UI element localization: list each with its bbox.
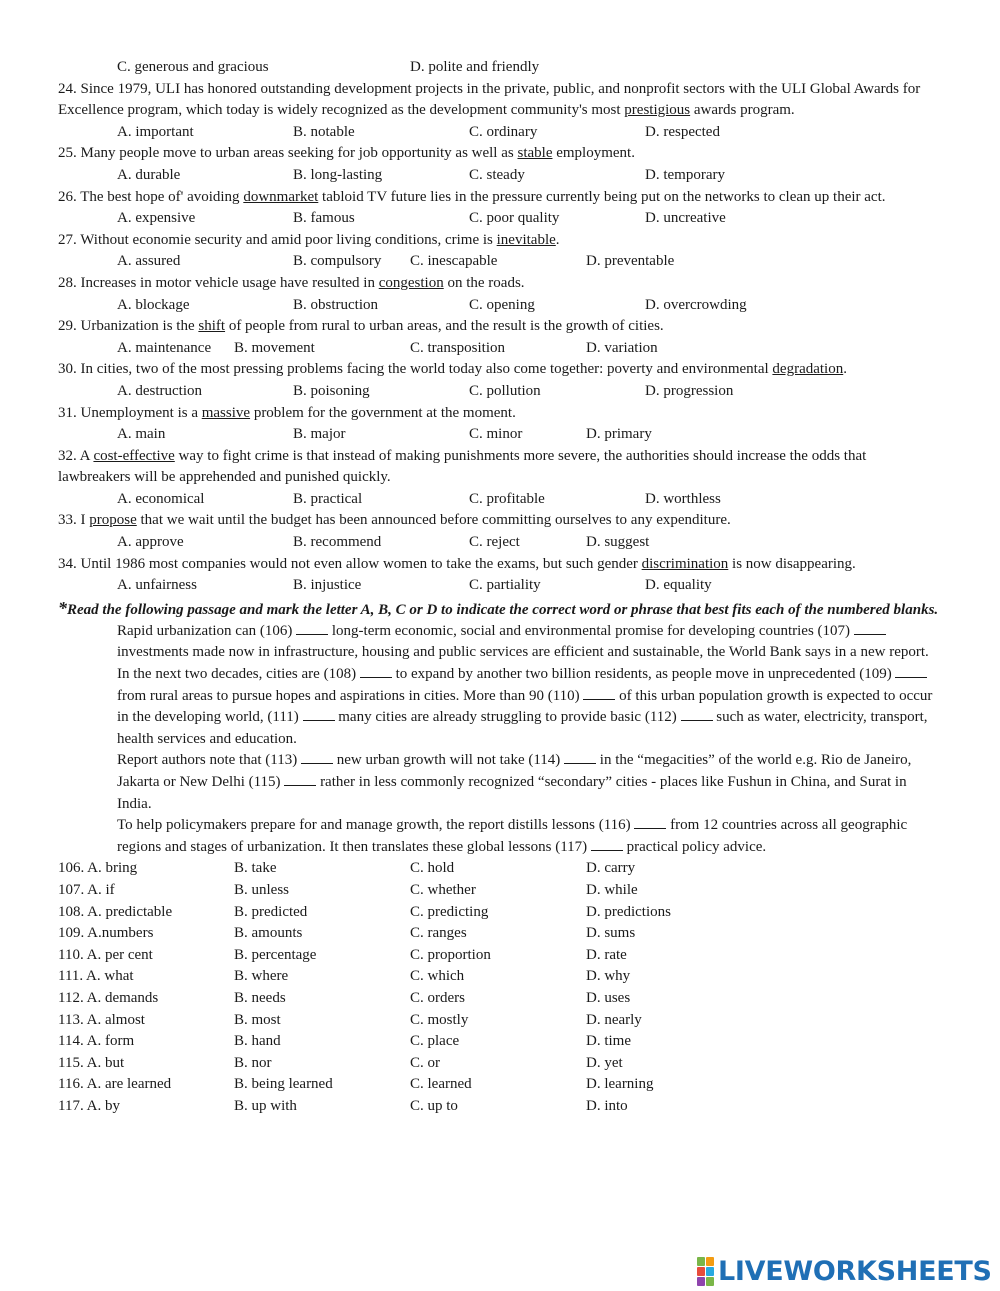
blank-108[interactable] [360, 665, 392, 678]
q24-option-c[interactable]: C. ordinary [469, 123, 538, 140]
option-b[interactable]: B. amounts [234, 925, 303, 942]
blank-112[interactable] [681, 708, 713, 721]
blank-114[interactable] [564, 751, 596, 764]
q34-option-a[interactable]: A. unfairness [117, 577, 197, 594]
answer-row-108 [58, 902, 942, 924]
q25-option-c[interactable]: C. steady [469, 166, 525, 183]
q23-option-d[interactable]: D. polite and friendly [410, 59, 540, 75]
blank-115[interactable] [284, 773, 316, 786]
option-b[interactable]: B. up with [234, 1097, 297, 1114]
option-c[interactable]: C. orders [410, 989, 465, 1006]
q32-options [58, 489, 942, 511]
q31-option-b[interactable]: B. major [293, 426, 346, 443]
option-b[interactable]: B. take [234, 860, 277, 877]
question-29: 29. Urbanization is the shift of people from rural to urban areas, and the result is the growth of cities. [58, 318, 664, 335]
q27-option-c[interactable]: C. inescapable [410, 253, 498, 270]
option-a[interactable]: 116. A. are learned [58, 1076, 172, 1093]
q25-option-d[interactable]: D. temporary [645, 166, 725, 183]
option-a[interactable]: 111. A. what [58, 968, 134, 985]
passage-paragraph-4: To help policymakers prepare for and manage growth, the report distills lessons (116) from 12 countries across all geographic regions and stages of urbanization. It then translates these global lessons (117) practical policy advice. [117, 817, 908, 855]
q32-option-a[interactable]: A. economical [117, 490, 205, 507]
option-a[interactable]: 117. A. by [58, 1097, 120, 1114]
underlined-word: prestigious [624, 102, 691, 119]
q29-option-c[interactable]: C. transposition [410, 339, 506, 356]
answer-row-113 [58, 1010, 942, 1032]
underlined-word: massive [201, 404, 251, 421]
option-b[interactable]: B. nor [234, 1054, 272, 1071]
q30-option-a[interactable]: A. destruction [117, 382, 202, 399]
answer-row-115 [58, 1053, 942, 1075]
option-b[interactable]: B. hand [234, 1033, 281, 1050]
option-d[interactable]: D. rate [586, 946, 627, 963]
q29-options [58, 338, 942, 360]
q33-option-b[interactable]: B. recommend [293, 534, 382, 551]
q31-option-a[interactable]: A. main [117, 426, 166, 443]
option-d[interactable]: D. sums [586, 925, 636, 942]
q26-option-c[interactable]: C. poor quality [469, 210, 560, 227]
q32-option-b[interactable]: B. practical [293, 490, 363, 507]
option-b[interactable]: B. being learned [234, 1076, 333, 1093]
answer-row-114 [58, 1031, 942, 1053]
answer-row-107 [58, 880, 942, 902]
logo-block-icon [706, 1277, 714, 1286]
logo-block-icon [697, 1267, 705, 1276]
option-b[interactable]: B. predicted [234, 903, 308, 920]
option-a[interactable]: 107. A. if [58, 881, 115, 898]
answer-row-106 [58, 858, 942, 880]
q27-options [58, 251, 942, 273]
q23-options [58, 57, 942, 79]
underlined-word: shift [198, 318, 226, 335]
q33-option-c[interactable]: C. reject [469, 534, 520, 551]
answer-row-109 [58, 923, 942, 945]
question-34: 34. Until 1986 most companies would not even allow women to take the exams, but such gender discrimination is now disappearing. [58, 555, 856, 572]
q31-option-c[interactable]: C. minor [469, 426, 523, 443]
option-c[interactable]: C. proportion [410, 946, 491, 963]
option-c[interactable]: C. or [410, 1054, 440, 1071]
q27-option-b[interactable]: B. compulsory [293, 253, 382, 270]
question-33: 33. I propose that we wait until the budget has been announced before committing ourselves to any expenditure. [58, 512, 731, 529]
option-d[interactable]: D. learning [586, 1076, 654, 1093]
liveworksheets-logo-text: LIVEWORKSHEETS [718, 1255, 992, 1287]
q24-options [58, 122, 942, 144]
blank-116[interactable] [634, 816, 666, 829]
q34-options [58, 575, 942, 597]
underlined-word: discrimination [641, 555, 729, 572]
q30-options [58, 381, 942, 403]
question-25: 25. Many people move to urban areas seeking for job opportunity as well as stable employment. [58, 145, 635, 162]
q24-option-a[interactable]: A. important [117, 123, 194, 140]
question-32: 32. A cost-effective way to fight crime is that instead of making punishments more severe, the authorities should increase the odds that lawbreakers will be apprehended and punished quickly. [58, 447, 867, 486]
q26-options [58, 208, 942, 230]
option-c[interactable]: C. learned [410, 1076, 472, 1093]
underlined-word: stable [517, 145, 553, 162]
q30-option-d[interactable]: D. progression [645, 382, 734, 399]
option-b[interactable]: B. unless [234, 881, 290, 898]
q29-option-b[interactable]: B. movement [234, 339, 315, 356]
option-d[interactable]: D. nearly [586, 1011, 642, 1028]
underlined-word: cost-effective [93, 447, 175, 464]
option-a[interactable]: 114. A. form [58, 1033, 135, 1050]
q32-option-d[interactable]: D. worthless [645, 490, 721, 507]
q27-option-a[interactable]: A. assured [117, 253, 181, 270]
answer-row-110 [58, 945, 942, 967]
underlined-word: downmarket [243, 188, 319, 205]
option-c[interactable]: C. up to [410, 1097, 458, 1114]
option-c[interactable]: C. ranges [410, 925, 467, 942]
option-d[interactable]: D. why [586, 968, 631, 985]
option-b[interactable]: B. percentage [234, 946, 317, 963]
q33-option-d[interactable]: D. suggest [586, 534, 650, 551]
option-d[interactable]: D. yet [586, 1054, 623, 1071]
q28-option-d[interactable]: D. overcrowding [645, 296, 747, 313]
option-d[interactable]: D. predictions [586, 903, 671, 920]
q34-option-b[interactable]: B. injustice [293, 577, 362, 594]
blank-117[interactable] [591, 838, 623, 851]
option-b[interactable]: B. where [234, 968, 289, 985]
option-c[interactable]: C. which [410, 968, 465, 985]
underlined-word: congestion [378, 274, 444, 291]
q27-option-d[interactable]: D. preventable [586, 253, 675, 270]
q29-option-a[interactable]: A. maintenance [117, 339, 212, 356]
question-24: 24. Since 1979, ULI has honored outstanding development projects in the private, public, and nonprofit sectors with the ULI Global Awards for Excellence program, which today is widely recognized as the development community's most prestigious awards program. [58, 80, 921, 119]
underlined-word: inevitable [496, 231, 556, 248]
option-a[interactable]: 109. A.numbers [58, 925, 154, 942]
question-27: 27. Without economie security and amid poor living conditions, crime is inevitable. [58, 231, 560, 248]
answer-row-111 [58, 966, 942, 988]
q24-option-b[interactable]: B. notable [293, 123, 355, 140]
question-28: 28. Increases in motor vehicle usage have resulted in congestion on the roads. [58, 274, 525, 291]
q23-option-c[interactable]: C. generous and gracious [117, 59, 269, 75]
q30-option-c[interactable]: C. pollution [469, 382, 541, 399]
answer-row-116 [58, 1074, 942, 1096]
option-a[interactable]: 112. A. demands [58, 989, 159, 1006]
option-c[interactable]: C. hold [410, 860, 455, 877]
option-b[interactable]: B. needs [234, 989, 286, 1006]
answer-row-112 [58, 988, 942, 1010]
option-b[interactable]: B. most [234, 1011, 281, 1028]
q25-option-b[interactable]: B. long-lasting [293, 166, 383, 183]
q34-option-d[interactable]: D. equality [645, 577, 712, 594]
q28-option-c[interactable]: C. opening [469, 296, 535, 313]
option-d[interactable]: D. while [586, 881, 638, 898]
q33-option-a[interactable]: A. approve [117, 534, 184, 551]
option-a[interactable]: 106. A. bring [58, 860, 138, 877]
passage-instruction: *Read the following passage and mark the letter A, B, C or D to indicate the correct word or phrase that best fits each of the numbered blanks. [58, 597, 939, 618]
q30-option-b[interactable]: B. poisoning [293, 382, 370, 399]
passage-paragraph-1: Rapid urbanization can (106) long-term economic, social and environmental promise for developing countries (107) investments made now in infrastructure, housing and public services are efficient and sustainable, the World Bank says in a new report. [117, 622, 929, 661]
option-a[interactable]: 108. A. predictable [58, 903, 173, 920]
q26-option-d[interactable]: D. uncreative [645, 210, 726, 227]
question-26: 26. The best hope of' avoiding downmarket tabloid TV future lies in the pressure currently being put on the networks to clean up their act. [58, 188, 886, 205]
worksheet-page [58, 57, 942, 1118]
q32-option-c[interactable]: C. profitable [469, 490, 545, 507]
option-d[interactable]: D. into [586, 1097, 628, 1114]
passage-paragraph-2: In the next two decades, cities are (108) to expand by another two billion residents, as people move in unprecedented (109) from rural areas to pursue hopes and aspirations in cities. More than 90 (110) of this urban population growth is expected to occur in the developing world, (111) many cities are already struggling to provide basic (112) such as water, electricity, transport, health services and education. [117, 666, 933, 747]
option-c[interactable]: C. mostly [410, 1011, 469, 1028]
q24-option-d[interactable]: D. respected [645, 123, 720, 140]
option-a[interactable]: 113. A. almost [58, 1011, 145, 1028]
q29-option-d[interactable]: D. variation [586, 339, 658, 356]
q28-option-a[interactable]: A. blockage [117, 296, 190, 313]
q34-option-c[interactable]: C. partiality [469, 577, 541, 594]
option-c[interactable]: C. predicting [410, 903, 489, 920]
question-30: 30. In cities, two of the most pressing problems facing the world today also come together: poverty and environmental degradation. [58, 361, 847, 378]
answer-row-117 [58, 1096, 942, 1118]
q33-options [58, 532, 942, 554]
blank-107[interactable] [854, 622, 886, 635]
logo-block-icon [697, 1277, 705, 1286]
passage-paragraph-3: Report authors note that (113) new urban growth will not take (114) in the “megacities” of the world e.g. Rio de Janeiro, Jakarta or New Delhi (115) rather in less commonly recognized “secondary” cities - places like Fushun in China, and Surat in India. [117, 752, 912, 812]
liveworksheets-logo[interactable] [697, 1255, 997, 1287]
logo-block-icon [706, 1257, 714, 1266]
option-d[interactable]: D. carry [586, 860, 636, 877]
q28-option-b[interactable]: B. obstruction [293, 296, 378, 313]
option-d[interactable]: D. uses [586, 989, 631, 1006]
logo-block-icon [697, 1257, 705, 1266]
underlined-word: degradation [772, 361, 844, 378]
q31-options [58, 424, 942, 446]
q28-options [58, 295, 942, 317]
answer-options-list [58, 858, 942, 1117]
option-d[interactable]: D. time [586, 1033, 631, 1050]
blank-110[interactable] [583, 687, 615, 700]
option-c[interactable]: C. whether [410, 881, 476, 898]
blank-109[interactable] [895, 665, 927, 678]
liveworksheets-logo-icon [697, 1257, 714, 1286]
reading-passage [58, 621, 942, 859]
q25-option-a[interactable]: A. durable [117, 166, 181, 183]
blank-113[interactable] [301, 751, 333, 764]
question-31: 31. Unemployment is a massive problem for the government at the moment. [58, 404, 516, 421]
q26-option-b[interactable]: B. famous [293, 210, 355, 227]
blank-106[interactable] [296, 622, 328, 635]
q31-option-d[interactable]: D. primary [586, 426, 652, 443]
underlined-word: propose [89, 512, 137, 529]
logo-block-icon [706, 1267, 714, 1276]
q25-options [58, 165, 942, 187]
option-a[interactable]: 110. A. per cent [58, 946, 153, 963]
q26-option-a[interactable]: A. expensive [117, 210, 196, 227]
option-a[interactable]: 115. A. but [58, 1054, 125, 1071]
option-c[interactable]: C. place [410, 1033, 460, 1050]
blank-111[interactable] [303, 708, 335, 721]
